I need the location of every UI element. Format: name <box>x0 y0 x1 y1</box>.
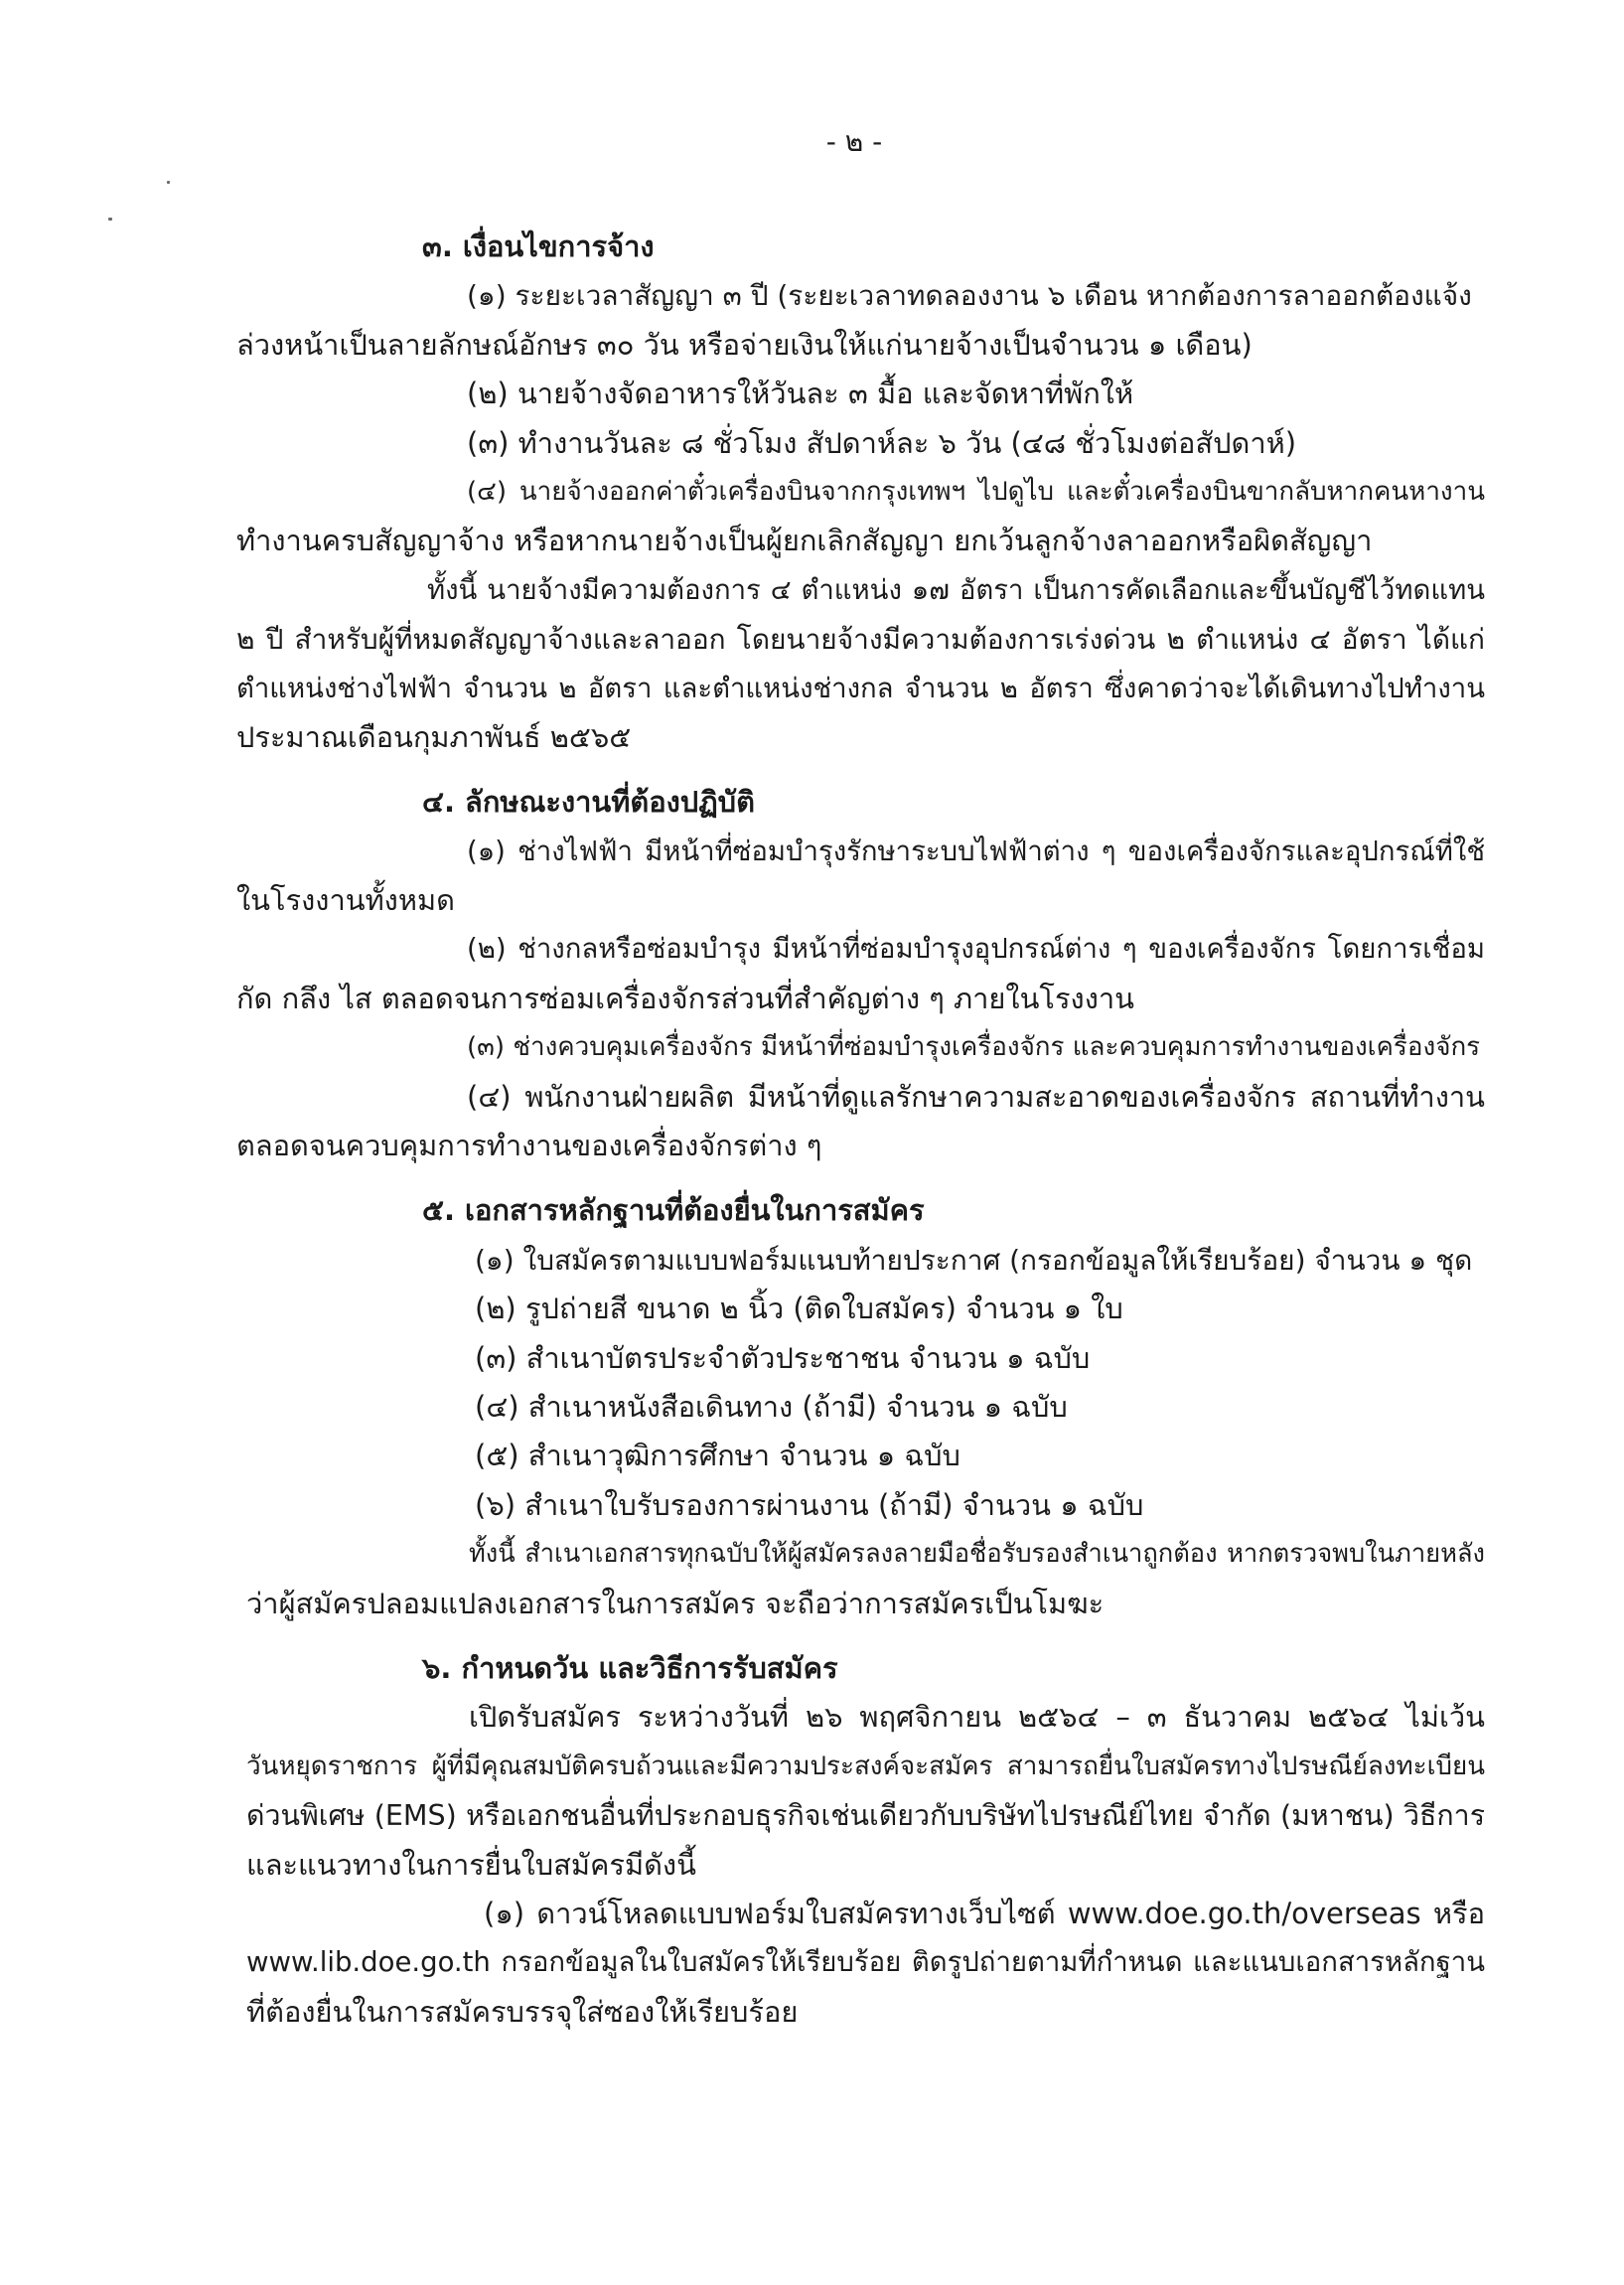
paragraph-line: ที่ต้องยื่นในการสมัครบรรจุใส่ซองให้เรียบร้อย <box>246 1994 799 2029</box>
paragraph-line: (๒) ช่างกลหรือซ่อมบำรุง มีหน้าที่ซ่อมบำรุงอุปกรณ์ต่าง ๆ ของเครื่องจักร โดยการเชื่อม <box>467 933 1485 966</box>
section-heading: ๓. เงื่อนไขการจ้าง <box>422 229 655 263</box>
section-heading: ๖. กำหนดวัน และวิธีการรับสมัคร <box>422 1650 838 1685</box>
paragraph-line: ทั้งนี้ สำเนาเอกสารทุกฉบับให้ผู้สมัครลงลายมือชื่อรับรองสำเนาถูกต้อง หากตรวจพบในภายหลัง <box>469 1539 1485 1570</box>
paragraph-line: วันหยุดราชการ ผู้ที่มีคุณสมบัติครบถ้วนและมีความประสงค์จะสมัคร สามารถยื่นใบสมัครทางไปรษณีย์ลงทะเบียน <box>246 1751 1485 1781</box>
list-item: (๒) รูปถ่ายสี ขนาด ๒ นิ้ว (ติดใบสมัคร) จำนวน ๑ ใบ <box>475 1292 1123 1326</box>
list-item: (๓) สำเนาบัตรประจำตัวประชาชน จำนวน ๑ ฉบับ <box>475 1340 1091 1375</box>
paragraph-line: ในโรงงานทั้งหมด <box>236 883 455 918</box>
paragraph-line: และแนวทางในการยื่นใบสมัครมีดังนี้ <box>246 1847 696 1882</box>
section-job-duties <box>236 778 1485 1170</box>
page-number: - ๒ - <box>825 125 883 158</box>
section-heading: ๔. ลักษณะงานที่ต้องปฏิบัติ <box>422 785 755 820</box>
paragraph-line: ตำแหน่งช่างไฟฟ้า จำนวน ๒ อัตรา และตำแหน่งช่างกล จำนวน ๒ อัตรา ซึ่งคาดว่าจะได้เดินทางไปทำงาน <box>236 672 1485 704</box>
section-application-schedule <box>236 1644 1485 2037</box>
paragraph-line: (๑) ดาวน์โหลดแบบฟอร์มใบสมัครทางเว็บไซต์ www.doe.go.th/overseas หรือ <box>484 1896 1485 1930</box>
section-employment-conditions <box>236 223 1485 762</box>
paragraph-line: ตลอดจนควบคุมการทำงานของเครื่องจักรต่าง ๆ <box>236 1129 822 1163</box>
paragraph-line: (๒) นายจ้างจัดอาหารให้วันละ ๓ มื้อ และจัดหาที่พักให้ <box>467 377 1134 411</box>
list-item: (๕) สำเนาวุฒิการศึกษา จำนวน ๑ ฉบับ <box>475 1439 960 1473</box>
paragraph-line: (๔) พนักงานฝ่ายผลิต มีหน้าที่ดูแลรักษาความสะอาดของเครื่องจักร สถานที่ทำงาน <box>467 1079 1485 1114</box>
paragraph-line: ว่าผู้สมัครปลอมแปลงเอกสารในการสมัคร จะถือว่าการสมัครเป็นโมฆะ <box>246 1586 1105 1620</box>
list-item: (๔) สำเนาหนังสือเดินทาง (ถ้ามี) จำนวน ๑ ฉบับ <box>475 1389 1068 1424</box>
paragraph-line: (๑) ระยะเวลาสัญญา ๓ ปี (ระยะเวลาทดลองงาน ๖ เดือน หากต้องการลาออกต้องแจ้ง <box>467 279 1472 313</box>
section-heading: ๕. เอกสารหลักฐานที่ต้องยื่นในการสมัคร <box>422 1193 925 1228</box>
paragraph-line: กัด กลึง ไส ตลอดจนการซ่อมเครื่องจักรส่วนที่สำคัญต่าง ๆ ภายในโรงงาน <box>236 981 1134 1015</box>
paragraph-line: (๑) ช่างไฟฟ้า มีหน้าที่ซ่อมบำรุงรักษาระบบไฟฟ้าต่าง ๆ ของเครื่องจักรและอุปกรณ์ที่ใช้ <box>467 835 1485 867</box>
paragraph-line: เปิดรับสมัคร ระหว่างวันที่ ๒๖ พฤศจิกายน ๒๕๖๔ – ๓ ธันวาคม ๒๕๖๔ ไม่เว้น <box>469 1700 1485 1735</box>
document-body <box>236 223 1485 2037</box>
paragraph-line: www.lib.doe.go.th กรอกข้อมูลในใบสมัครให้เรียบร้อย ติดรูปถ่ายตามที่กำหนด และแนบเอกสารหลักฐาน <box>246 1946 1485 1979</box>
paragraph-line: ทำงานครบสัญญาจ้าง หรือหากนายจ้างเป็นผู้ยกเลิกสัญญา ยกเว้นลูกจ้างลาออกหรือผิดสัญญา <box>236 524 1373 558</box>
paragraph-line: ล่วงหน้าเป็นลายลักษณ์อักษร ๓๐ วัน หรือจ่ายเงินให้แก่นายจ้างเป็นจำนวน ๑ เดือน) <box>236 327 1253 362</box>
section-required-documents <box>236 1186 1485 1628</box>
paragraph-line: (๓) ทำงานวันละ ๘ ชั่วโมง สัปดาห์ละ ๖ วัน (๔๘ ชั่วโมงต่อสัปดาห์) <box>467 425 1297 460</box>
paragraph-line: ด่วนพิเศษ (EMS) หรือเอกชนอื่นที่ประกอบธุรกิจเช่นเดียวกับบริษัทไปรษณีย์ไทย จำกัด (มหาชน) วิธีการ <box>246 1799 1485 1833</box>
list-item: (๑) ใบสมัครตามแบบฟอร์มแนบท้ายประกาศ (กรอกข้อมูลให้เรียบร้อย) จำนวน ๑ ชุด <box>475 1243 1473 1277</box>
paragraph-line: (๔) นายจ้างออกค่าตั๋วเครื่องบินจากกรุงเทพฯ ไปดูไบ และตั๋วเครื่องบินขากลับหากคนหางาน <box>467 476 1485 507</box>
paragraph-line: ทั้งนี้ นายจ้างมีความต้องการ ๔ ตำแหน่ง ๑๗ อัตรา เป็นการคัดเลือกและขึ้นบัญชีไว้ทดแทน <box>427 573 1485 606</box>
paragraph-line: ๒ ปี สำหรับผู้ที่หมดสัญญาจ้างและลาออก โดยนายจ้างมีความต้องการเร่งด่วน ๒ ตำแหน่ง ๔ อัตรา ได้แก่ <box>236 623 1485 657</box>
scan-mark <box>108 218 112 221</box>
scan-mark <box>167 181 170 184</box>
paragraph-line: ประมาณเดือนกุมภาพันธ์ ๒๕๖๕ <box>236 719 632 754</box>
paragraph-line: (๓) ช่างควบคุมเครื่องจักร มีหน้าที่ซ่อมบำรุงเครื่องจักร และควบคุมการทำงานของเครื่องจักร <box>467 1032 1481 1063</box>
list-item: (๖) สำเนาใบรับรองการผ่านงาน (ถ้ามี) จำนวน ๑ ฉบับ <box>475 1487 1144 1522</box>
